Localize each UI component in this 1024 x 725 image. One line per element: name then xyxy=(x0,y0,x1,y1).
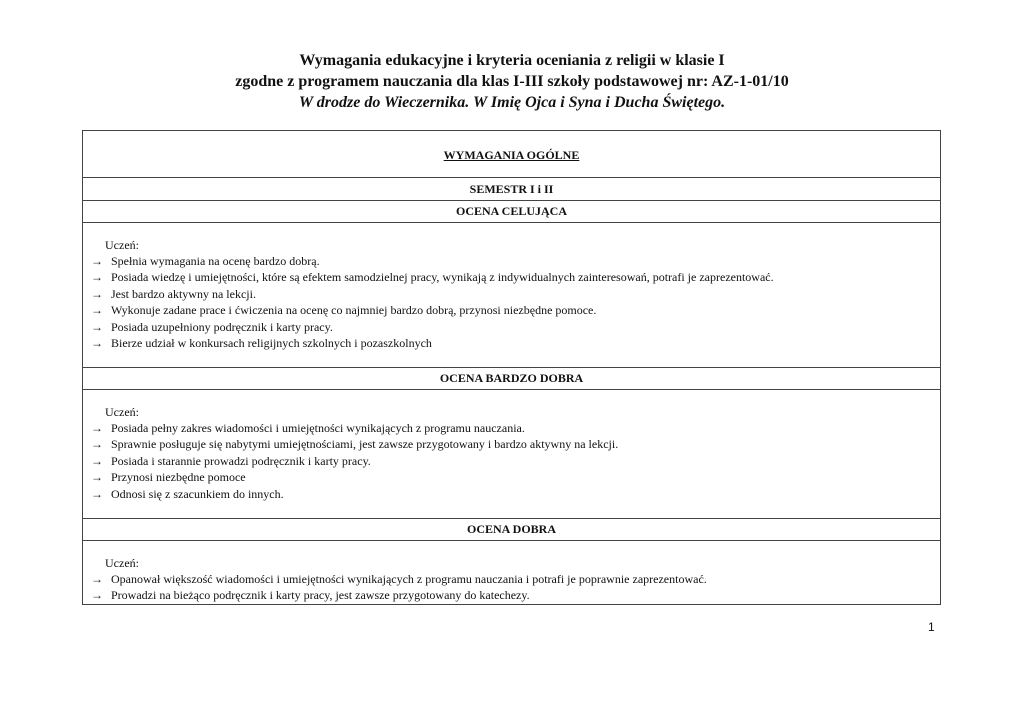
arrow-icon: → xyxy=(91,588,103,603)
grade-header-dobra: OCENA DOBRA xyxy=(83,519,940,541)
arrow-icon: → xyxy=(91,437,103,452)
list-item: → Jest bardzo aktywny na lekcji. xyxy=(83,286,940,302)
list-item: → Posiada pełny zakres wiadomości i umiejętności wynikających z programu nauczania. xyxy=(83,420,940,436)
requirements-table xyxy=(82,130,941,605)
list-item: → Posiada i starannie prowadzi podręcznik i karty pracy. xyxy=(83,453,940,469)
arrow-icon: → xyxy=(91,303,103,318)
student-label: Uczeń: xyxy=(105,556,139,570)
general-requirements-header xyxy=(83,131,940,178)
arrow-icon: → xyxy=(91,270,103,285)
grade-content-dobra xyxy=(83,541,940,604)
arrow-icon: → xyxy=(91,335,103,350)
list-item: → Wykonuje zadane prace i ćwiczenia na ocenę co najmniej bardzo dobrą, przynosi niezbędne pomoce. xyxy=(83,302,940,318)
list-item: → Opanował większość wiadomości i umiejętności wynikających z programu nauczania i potrafi je poprawnie zaprezentować. xyxy=(83,571,940,587)
grade-content-celujaca xyxy=(83,223,940,368)
grade-header-bardzo-dobra: OCENA BARDZO DOBRA xyxy=(83,368,940,390)
document-subtitle: zgodne z programem nauczania dla klas I-III szkoły podstawowej nr: AZ-1-01/10 xyxy=(235,73,789,90)
list-item: → Bierze udział w konkursach religijnych szkolnych i pozaszkolnych xyxy=(83,335,940,351)
student-label: Uczeń: xyxy=(105,405,139,419)
document-title: Wymagania edukacyjne i kryteria oceniania z religii w klasie I xyxy=(299,52,725,69)
list-item: → Posiada wiedzę i umiejętności, które są efektem samodzielnej pracy, wynikają z indywidualnych zainteresowań, potrafi je zaprezentować. xyxy=(83,269,940,285)
arrow-icon: → xyxy=(91,421,103,435)
list-item: → Odnosi się z szacunkiem do innych. xyxy=(83,486,940,502)
document-program-title: W drodze do Wieczernika. W Imię Ojca i Syna i Ducha Świętego. xyxy=(298,94,726,111)
list-item: → Przynosi niezbędne pomoce xyxy=(83,469,940,485)
list-item: → Sprawnie posługuje się nabytymi umiejętnościami, jest zawsze przygotowany i bardzo aktywny na lekcji. xyxy=(83,436,940,452)
grade-content-bardzo-dobra xyxy=(83,390,940,519)
list-item: → Spełnia wymagania na ocenę bardzo dobrą. xyxy=(83,253,940,269)
page-number: 1 xyxy=(928,620,935,634)
arrow-icon: → xyxy=(91,319,103,334)
arrow-icon: → xyxy=(91,486,103,501)
arrow-icon: → xyxy=(91,286,103,301)
grade-header-celujaca: OCENA CELUJĄCA xyxy=(83,201,940,223)
arrow-icon: → xyxy=(91,453,103,468)
general-requirements-label: WYMAGANIA OGÓLNE xyxy=(443,148,580,162)
arrow-icon: → xyxy=(91,572,103,586)
list-item: → Prowadzi na bieżąco podręcznik i karty pracy, jest zawsze przygotowany do katechezy. xyxy=(83,587,940,603)
arrow-icon: → xyxy=(91,470,103,485)
student-label: Uczeń: xyxy=(105,238,139,252)
list-item: → Posiada uzupełniony podręcznik i karty pracy. xyxy=(83,319,940,335)
semester-header: SEMESTR I i II xyxy=(83,178,940,201)
arrow-icon: → xyxy=(91,254,103,268)
